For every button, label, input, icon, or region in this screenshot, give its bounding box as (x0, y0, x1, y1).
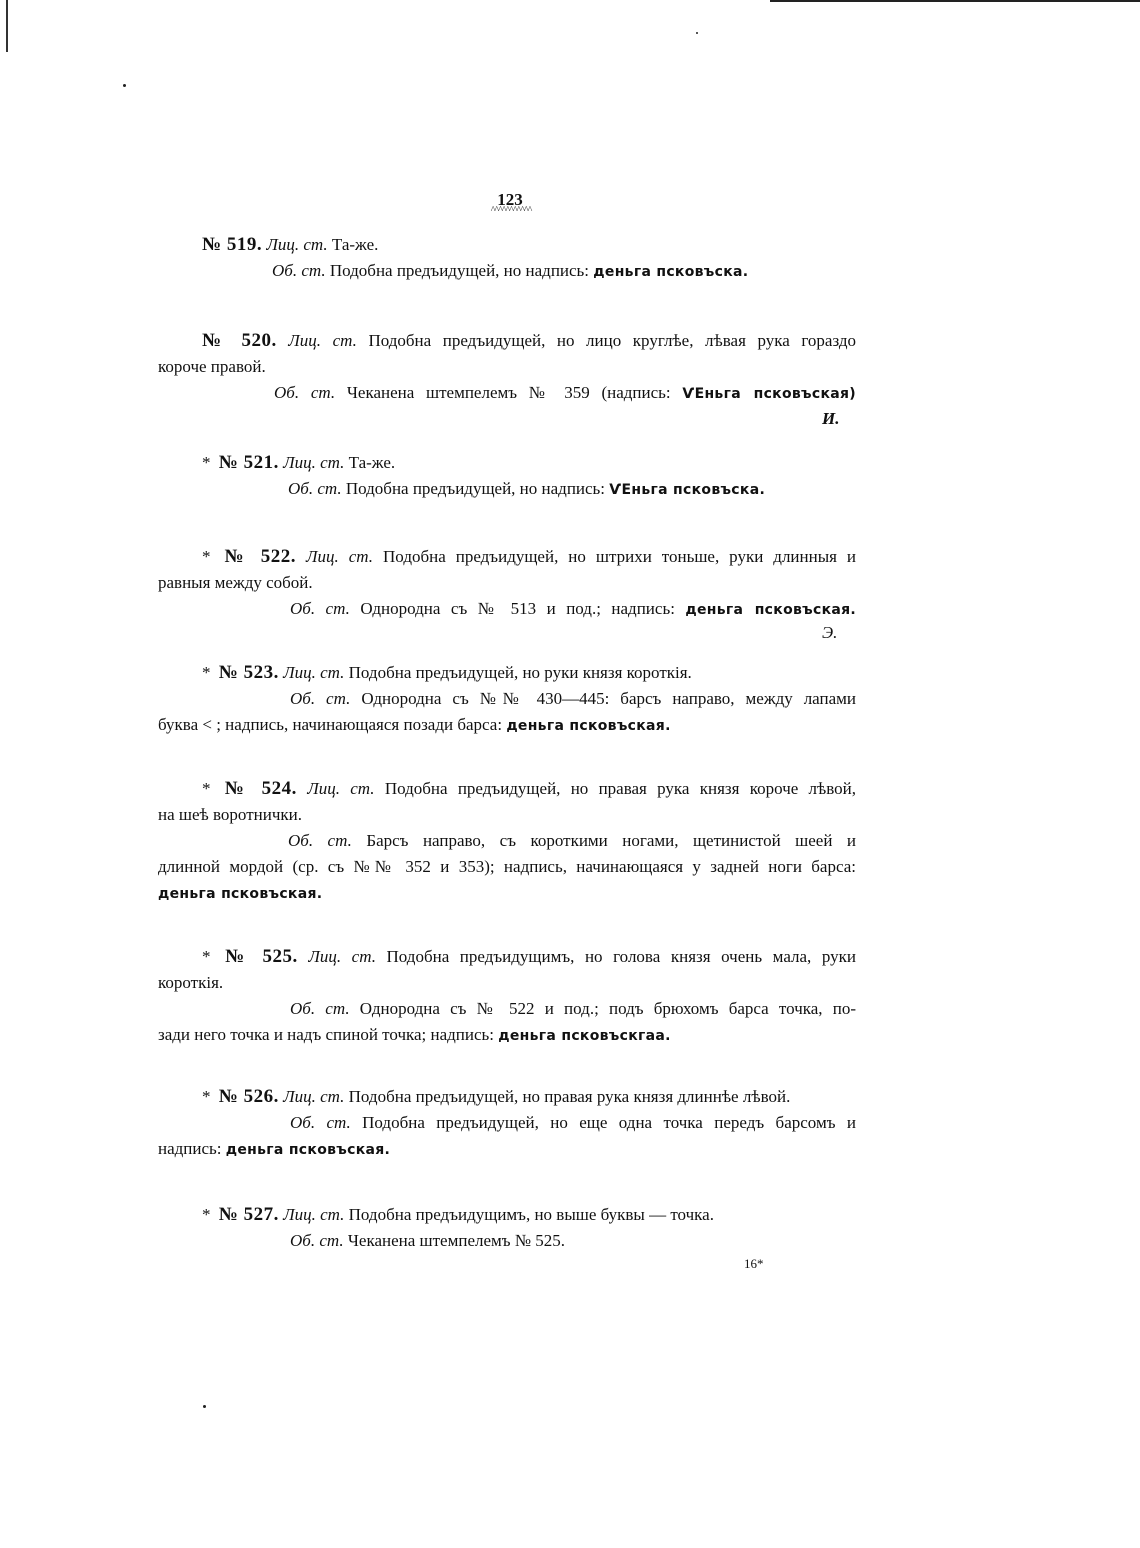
reverse-text-continued: длинной мордой (ср. съ №№ 352 и 353); надпись, начинающаяся у задней ноги барса: (158, 857, 856, 876)
entry-number: № 519. (202, 234, 263, 255)
reverse-label: Об. ст. (272, 261, 326, 280)
coin-inscription: деньга псковъска. (593, 264, 749, 280)
star-marker: * (202, 779, 211, 798)
obverse-label: Лиц. ст. (266, 235, 328, 254)
entry-number: № 520. (202, 330, 277, 351)
obverse-text-continued: короткія. (158, 973, 224, 992)
signature-mark: 16* (744, 1256, 764, 1271)
catalog-entry-522 (158, 544, 857, 642)
reverse-text: Однородна съ № 522 и под.; подъ брюхомъ барса точка, по- (359, 999, 857, 1018)
page-number: 123 (497, 190, 523, 209)
coin-inscription: ѴЕньга псковъская) (682, 386, 857, 402)
letter-mark: Э. (822, 623, 838, 642)
obverse-text: Та-же. (348, 453, 396, 472)
reverse-text: Однородна съ №№ 430—445: барсъ направо, между лапами (361, 689, 857, 708)
reverse-label: Об. ст. (290, 1113, 351, 1132)
coin-inscription: деньга псковъская. (506, 718, 671, 734)
obverse-text: Подобна предъидущей, но руки князя короткія. (348, 663, 692, 682)
reverse-text: Подобна предъидущей, но надпись: (345, 479, 606, 498)
obverse-label: Лиц. ст. (283, 453, 345, 472)
catalog-entry-526 (158, 1084, 856, 1163)
letter-mark: И. (822, 409, 840, 428)
obverse-label: Лиц. ст. (288, 331, 357, 350)
catalog-entry-523 (158, 660, 856, 739)
ink-speck (696, 32, 698, 34)
entry-number: № 522. (224, 546, 297, 567)
obverse-label: Лиц. ст. (283, 663, 345, 682)
obverse-text: Подобна предъидущимъ, но голова князя очень мала, руки (386, 947, 856, 966)
obverse-text: Та-же. (331, 235, 379, 254)
star-marker: * (202, 1205, 211, 1224)
obverse-label: Лиц. ст. (308, 947, 376, 966)
coin-inscription: ѴЕньга псковъска. (609, 482, 766, 498)
reverse-text: Подобна предъидущей, но надпись: (329, 261, 590, 280)
entry-number: № 526. (218, 1086, 279, 1107)
reverse-label: Об. ст. (290, 599, 350, 618)
obverse-text: Подобна предъидущей, но штрихи тоньше, руки длинныя и (383, 547, 857, 566)
star-marker: * (202, 947, 211, 966)
reverse-text: Подобна предъидущей, но еще одна точка передъ барсомъ и (362, 1113, 856, 1132)
page-number-ornament: ^^^^^^^^^^^ (490, 205, 532, 216)
entry-number: № 525. (225, 946, 298, 967)
reverse-label: Об. ст. (290, 999, 350, 1018)
reverse-text-continued: буква < ; надпись, начинающаяся позади барса: (158, 715, 503, 734)
obverse-text: Подобна предъидущей, но правая рука князя короче лѣвой, (384, 779, 857, 798)
reverse-label: Об. ст. (274, 383, 336, 402)
reverse-label: Об. ст. (288, 831, 352, 850)
entry-number: № 523. (218, 662, 279, 683)
star-marker: * (202, 547, 211, 566)
reverse-text: Чеканена штемпелемъ № 359 (надпись: (346, 383, 671, 402)
ink-speck (203, 1405, 206, 1408)
catalog-entry-525 (158, 944, 856, 1049)
reverse-text: Однородна съ № 513 и под.; надпись: (360, 599, 675, 618)
coin-inscription: деньга псковъскгаа. (498, 1028, 671, 1044)
catalog-entry-521 (158, 450, 856, 503)
obverse-text-continued: равныя между собой. (158, 573, 313, 592)
reverse-label: Об. ст. (290, 689, 351, 708)
catalog-entry-519 (158, 232, 856, 285)
obverse-label: Лиц. ст. (283, 1205, 345, 1224)
obverse-label: Лиц. ст. (283, 1087, 345, 1106)
obverse-text-continued: короче правой. (158, 357, 266, 376)
reverse-text-continued: зади него точка и надъ спиной точка; надпись: (158, 1025, 495, 1044)
star-marker: * (202, 1087, 211, 1106)
reverse-text-continued: надпись: (158, 1139, 222, 1158)
catalog-entry-527 (158, 1202, 856, 1254)
entry-number: № 527. (218, 1204, 279, 1225)
coin-inscription: деньга псковъская. (158, 886, 323, 902)
catalog-entry-524 (158, 776, 856, 907)
reverse-text: Чеканена штемпелемъ № 525. (347, 1231, 566, 1250)
star-marker: * (202, 453, 211, 472)
left-edge-mark (6, 0, 8, 52)
obverse-text: Подобна предъидущей, но правая рука князя длиннѣе лѣвой. (348, 1087, 791, 1106)
top-edge-rule (770, 0, 1140, 2)
obverse-label: Лиц. ст. (307, 779, 375, 798)
entry-number: № 524. (224, 778, 297, 799)
obverse-label: Лиц. ст. (306, 547, 374, 566)
obverse-text: Подобна предъидущей, но лицо круглѣе, лѣвая рука гораздо (368, 331, 856, 350)
obverse-text: Подобна предъидущимъ, но выше буквы — точка. (348, 1205, 714, 1224)
star-marker: * (202, 663, 211, 682)
entry-number: № 521. (218, 452, 279, 473)
coin-inscription: деньга псковъская. (225, 1142, 391, 1158)
catalog-entry-520 (158, 328, 857, 428)
coin-inscription: деньга псковъская. (685, 602, 857, 618)
reverse-text: Барсъ направо, съ короткими ногами, щетинистой шеей и (366, 831, 857, 850)
reverse-label: Об. ст. (290, 1231, 344, 1250)
reverse-label: Об. ст. (288, 479, 342, 498)
obverse-text-continued: на шеѣ воротнички. (158, 805, 302, 824)
ink-speck (123, 84, 126, 87)
